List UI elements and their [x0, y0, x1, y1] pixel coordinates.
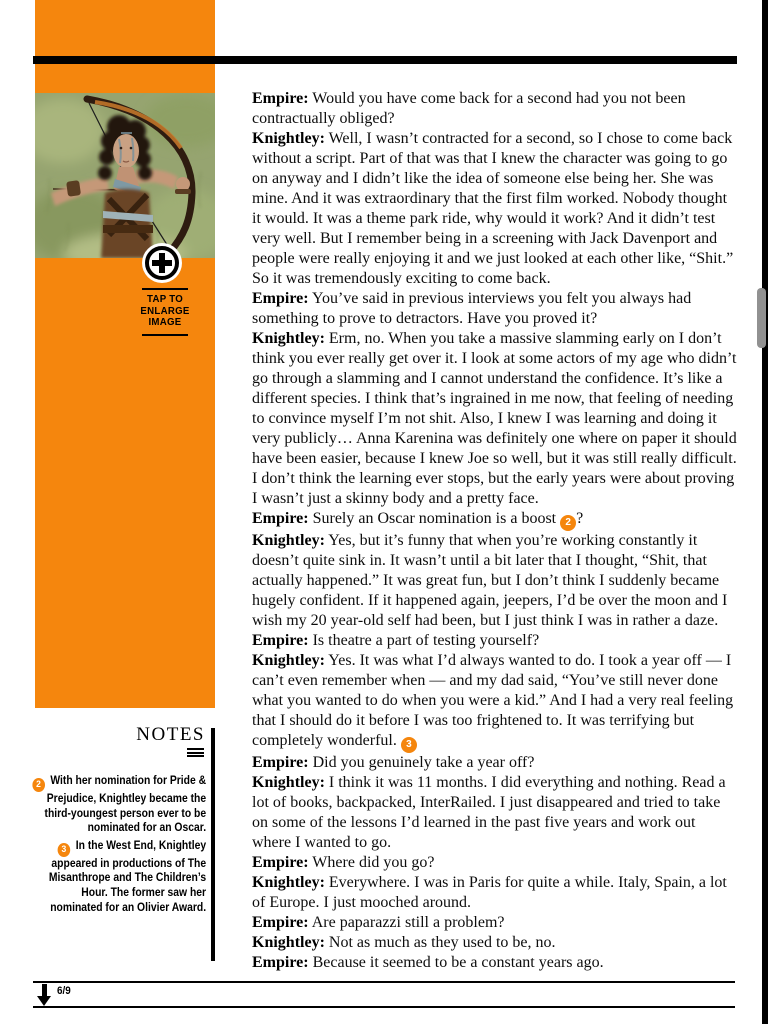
qa-paragraph: Empire: Because it seemed to be a constant years ago. — [252, 954, 604, 971]
speaker-label: Empire: — [252, 914, 309, 931]
speaker-label: Knightley: — [252, 532, 325, 549]
pager-rule-top — [33, 981, 735, 983]
speaker-label: Empire: — [252, 510, 309, 527]
triple-rule-icon — [187, 748, 204, 757]
qa-paragraph: Knightley: Not as much as they used to be, no. — [252, 934, 556, 951]
label-rule-top — [142, 288, 188, 290]
tap-to-enlarge-label[interactable] — [115, 288, 215, 336]
interview-column — [252, 89, 738, 973]
speaker-label: Empire: — [252, 90, 309, 107]
footnote-ref-badge[interactable]: 2 — [560, 515, 576, 531]
speaker-label: Knightley: — [252, 934, 325, 951]
speaker-label: Knightley: — [252, 130, 325, 147]
article-photo[interactable] — [35, 93, 215, 258]
note-number-badge: 2 — [32, 778, 45, 792]
notes-title: NOTES — [136, 724, 205, 745]
qa-paragraph: Empire: Would you have come back for a second had you not been contractually obliged? — [252, 90, 686, 127]
qa-paragraph: Empire: Surely an Oscar nomination is a boost 2 ? — [252, 509, 738, 531]
note-item: 3 In the West End, Knightley appeared in productions of The Misanthrope and The Children’s Hour. The former saw her nominated for an Olivier Award. — [48, 839, 207, 914]
notes-list — [32, 774, 208, 915]
qa-paragraph: Knightley: Well, I wasn’t contracted for a second, so I chose to come back without a script. Part of that was that I knew the character was going to go on anyway and I didn’t like the idea of someone else being her. She was mine. And it was extraordinary that the first film worked. Nobody thought it would. It was a theme park ride, why would it work? And it didn’t test very well. But I remember being in a screening with Jack Davenport and people were really enjoying it and we just looked at each other like, “Shit.” So it was tremendously exciting to come back. — [252, 130, 734, 287]
speaker-label: Empire: — [252, 954, 309, 971]
qa-paragraph: Knightley: I think it was 11 months. I did everything and nothing. Read a lot of books, backpacked, InterRailed. I just disappeared and tried to take on some of the lessons I’d learned in the past five years and work out where I wanted to go. — [252, 774, 726, 851]
notes-section — [1, 725, 207, 918]
qa-paragraph: Knightley: Everywhere. I was in Paris for quite a while. Italy, Spain, a lot of Europe. I just mooched around. — [252, 874, 727, 911]
enlarge-image-button[interactable] — [142, 243, 182, 283]
page-indicator: 6/9 — [57, 985, 71, 997]
scroll-down-arrow-icon[interactable] — [37, 984, 52, 1006]
header-divider-rule — [33, 56, 737, 64]
speaker-label: Empire: — [252, 854, 309, 871]
speaker-label: Knightley: — [252, 330, 325, 347]
speaker-label: Empire: — [252, 754, 309, 771]
qa-paragraph: Empire: Did you genuinely take a year off? — [252, 754, 535, 771]
speaker-label: Knightley: — [252, 774, 325, 791]
qa-paragraph: Empire: Is theatre a part of testing yourself? — [252, 632, 540, 649]
qa-paragraph: Knightley: Erm, no. When you take a massive slamming early on I don’t think you ever really get over it. I look at some actors of my age who didn’t go through a slamming and I cannot understand the confidence. It’s like a different species. I think that’s ingrained in me now, that feeling of needing to convince myself I’m not shit. Also, I knew I was learning and doing it very publicly… Anna Karenina was definitely one where on paper it should have been easier, because I knew Joe so well, but it was still really difficult. I don’t think the learning ever stops, but the early years were about proving I wasn’t just a skinny body and a pretty face. — [252, 330, 737, 507]
plus-icon — [142, 243, 182, 283]
qa-paragraph: Knightley: Yes. It was what I’d always wanted to do. I took a year off — I can’t even remember when — and my dad said, “You’ve still never done what you wanted to do when you were a kid.” And I had a very real feeling that I should do it before I was too frightened to. It was terrifying but completely wonderful. 3 — [252, 651, 738, 753]
qa-paragraph: Empire: Where did you go? — [252, 854, 435, 871]
notes-divider-bar — [211, 728, 215, 961]
scrollbar-track[interactable] — [762, 0, 768, 1024]
note-number-badge: 3 — [58, 843, 71, 857]
tap-to-enlarge-text: TAP TO ENLARGE IMAGE — [140, 293, 190, 328]
scrollbar-thumb[interactable] — [757, 288, 766, 348]
qa-paragraph: Knightley: Yes, but it’s funny that when you’re working constantly it doesn’t quite sink in. It wasn’t until a bit later that I thought, “Shit, that actually happened.” It was great fun, but I don’t think I suddenly became hugely confident. If it happened again, jeepers, I’d be over the moon and I wish my 20 year-old self had been, but I just think I was in rather a daze. — [252, 532, 728, 629]
speaker-label: Empire: — [252, 290, 309, 307]
speaker-label: Empire: — [252, 632, 309, 649]
qa-paragraph: Empire: You’ve said in previous interviews you felt you always had something to prove to detractors. Have you proved it? — [252, 290, 692, 327]
speaker-label: Knightley: — [252, 874, 325, 891]
pager-rule-bottom — [33, 1006, 735, 1008]
label-rule-bottom — [142, 334, 188, 336]
qa-paragraph: Empire: Are paparazzi still a problem? — [252, 914, 505, 931]
footnote-ref-badge[interactable]: 3 — [401, 737, 417, 753]
note-item: 2 With her nomination for Pride & Prejudice, Knightley became the third-youngest person ever to be nominated for an Oscar. — [32, 774, 208, 836]
speaker-label: Knightley: — [252, 652, 325, 669]
